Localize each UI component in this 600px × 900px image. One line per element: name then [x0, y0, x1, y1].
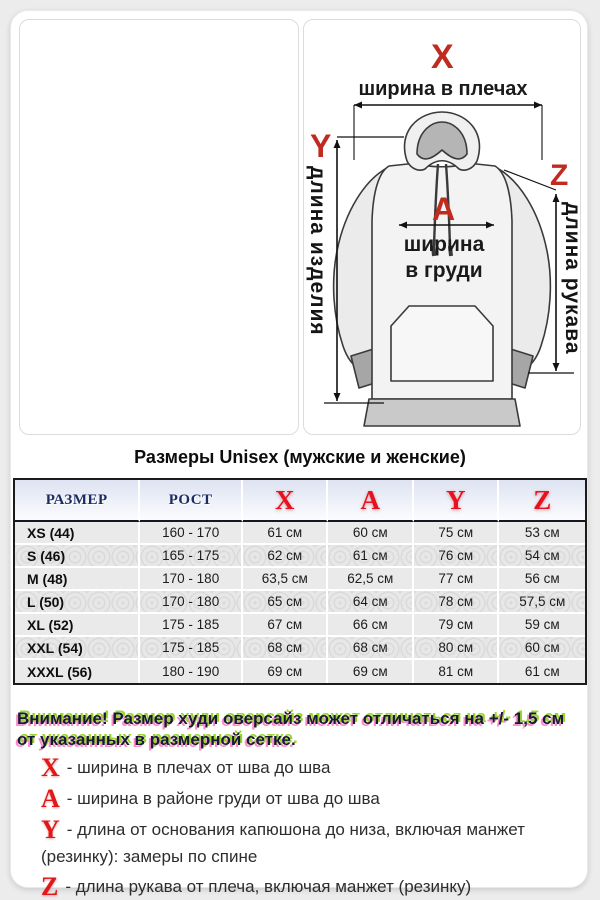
cell-z: 54 см	[499, 545, 585, 568]
table-row	[15, 568, 585, 591]
measure-caption-y: длина изделия	[306, 166, 329, 336]
cell-height: 175 - 185	[140, 614, 243, 637]
measure-letter-x: X	[431, 38, 454, 76]
table-row	[15, 545, 585, 568]
measure-legend	[41, 755, 565, 900]
cell-size: XXL (54)	[15, 637, 140, 660]
legend-item-a	[41, 786, 565, 813]
cell-height: 170 - 180	[140, 568, 243, 591]
col-header-a: A	[328, 480, 414, 522]
cell-size: S (46)	[15, 545, 140, 568]
cell-size: XS (44)	[15, 522, 140, 545]
cell-x: 69 см	[243, 660, 329, 683]
table-row	[15, 637, 585, 660]
cell-x: 62 см	[243, 545, 329, 568]
table-row	[15, 522, 585, 545]
legend-item-y	[41, 817, 565, 870]
content-card	[10, 10, 588, 900]
legend-item-x	[41, 755, 565, 782]
measure-caption-a-line2: в груди	[405, 259, 483, 282]
cell-size: XXXL (56)	[15, 660, 140, 683]
cell-y: 81 см	[414, 660, 500, 683]
empty-photo-panel	[19, 19, 299, 435]
cell-a: 69 см	[328, 660, 414, 683]
col-header-y: Y	[414, 480, 500, 522]
cell-height: 175 - 185	[140, 637, 243, 660]
cell-z: 59 см	[499, 614, 585, 637]
cell-y: 75 см	[414, 522, 500, 545]
cell-y: 80 см	[414, 637, 500, 660]
size-table-wrap	[13, 478, 587, 685]
col-header-z: Z	[499, 480, 585, 522]
legend-letter-z: Z	[41, 872, 59, 900]
cell-a: 66 см	[328, 614, 414, 637]
legend-text-z: - длина рукава от плеча, включая манжет (резинку)	[65, 877, 472, 896]
col-header-height: РОСТ	[140, 480, 243, 522]
cell-size: L (50)	[15, 591, 140, 614]
cell-a: 60 см	[328, 522, 414, 545]
legend-text-a: - ширина в районе груди от шва до шва	[66, 789, 380, 808]
legend-text-x: - ширина в плечах от шва до шва	[66, 758, 331, 777]
cell-a: 62,5 см	[328, 568, 414, 591]
cell-x: 61 см	[243, 522, 329, 545]
measure-letter-a: A	[432, 191, 456, 227]
cell-z: 61 см	[499, 660, 585, 683]
col-header-x: X	[243, 480, 329, 522]
cell-height: 170 - 180	[140, 591, 243, 614]
cell-x: 67 см	[243, 614, 329, 637]
cell-z: 60 см	[499, 637, 585, 660]
cell-size: XL (52)	[15, 614, 140, 637]
cell-height: 180 - 190	[140, 660, 243, 683]
legend-item-z	[41, 874, 565, 900]
measure-caption-a-line1: ширина	[403, 233, 485, 256]
cell-x: 65 см	[243, 591, 329, 614]
cell-y: 76 см	[414, 545, 500, 568]
table-row	[15, 660, 585, 683]
cell-x: 68 см	[243, 637, 329, 660]
size-table-header-row	[15, 480, 585, 522]
size-table-title: Размеры Unisex (мужские и женские)	[134, 447, 466, 467]
cell-y: 79 см	[414, 614, 500, 637]
cell-height: 160 - 170	[140, 522, 243, 545]
measurement-diagram-panel	[303, 19, 584, 435]
cell-a: 64 см	[328, 591, 414, 614]
cell-a: 61 см	[328, 545, 414, 568]
measure-letter-y: Y	[310, 128, 332, 164]
cell-y: 77 см	[414, 568, 500, 591]
cell-height: 165 - 175	[140, 545, 243, 568]
measure-caption-a	[374, 232, 514, 284]
cell-size: M (48)	[15, 568, 140, 591]
cell-x: 63,5 см	[243, 568, 329, 591]
legend-letter-x: X	[41, 753, 60, 782]
table-row	[15, 614, 585, 637]
legend-text-y: - длина от основания капюшона до низа, включая манжет	[66, 820, 525, 839]
cell-z: 56 см	[499, 568, 585, 591]
measure-caption-x: ширина в плечах	[358, 78, 528, 100]
cell-y: 78 см	[414, 591, 500, 614]
table-row	[15, 591, 585, 614]
legend-text2-y: (резинку): замеры по спине	[41, 847, 258, 866]
measure-caption-z: длина рукава	[561, 202, 584, 355]
col-header-size: РАЗМЕР	[15, 480, 140, 522]
oversize-notice: Внимание! Размер худи оверсайз может отличаться на +/- 1,5 см от указанных в размерной сетке.	[17, 709, 565, 749]
size-table	[13, 478, 587, 685]
measure-letter-z: Z	[550, 159, 569, 192]
legend-letter-y: Y	[41, 815, 60, 844]
legend-letter-a: A	[41, 784, 60, 813]
cell-z: 53 см	[499, 522, 585, 545]
cell-a: 68 см	[328, 637, 414, 660]
cell-z: 57,5 см	[499, 591, 585, 614]
